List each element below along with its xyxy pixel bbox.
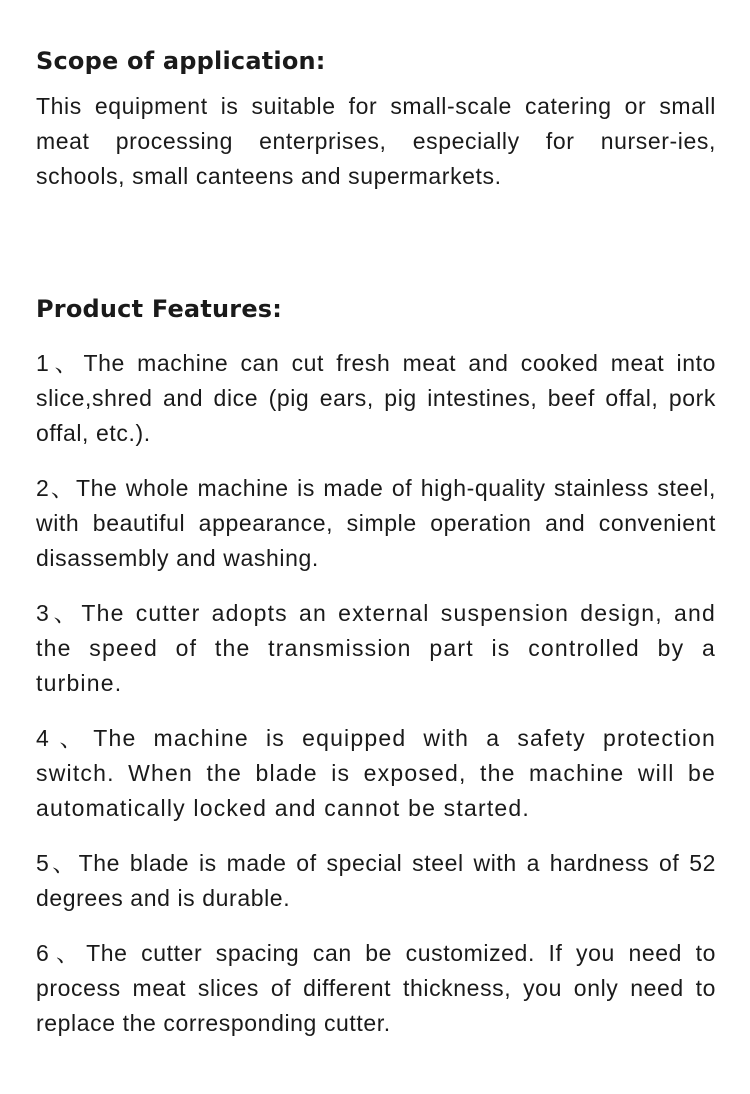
feature-item-5: 5、The blade is made of special steel with a hardness of 52 degrees and is durable. <box>36 850 716 911</box>
features-heading: Product Features: <box>36 295 283 323</box>
feature-item-2: 2、The whole machine is made of high-quality stainless steel, with beautiful appearance, simple operation and convenient disassembly and washing. <box>36 475 716 571</box>
scope-heading: Scope of application: <box>36 47 326 75</box>
scope-text: This equipment is suitable for small-scale catering or small meat processing enterprises, especially for nurser-ies, schools, small canteens and supermarkets. <box>36 93 716 189</box>
feature-item-1: 1、The machine can cut fresh meat and cooked meat into slice,shred and dice (pig ears, pig intestines, beef offal, pork offal, etc.). <box>36 350 716 446</box>
feature-item-3: 3、The cutter adopts an external suspension design, and the speed of the transmission part is controlled by a turbine. <box>36 600 716 696</box>
feature-item-6: 6、The cutter spacing can be customized. If you need to process meat slices of different thickness, you only need to replace the corresponding cutter. <box>36 940 716 1036</box>
feature-item-4: 4、The machine is equipped with a safety protection switch. When the blade is exposed, the machine will be automatically locked and cannot be started. <box>36 725 716 821</box>
